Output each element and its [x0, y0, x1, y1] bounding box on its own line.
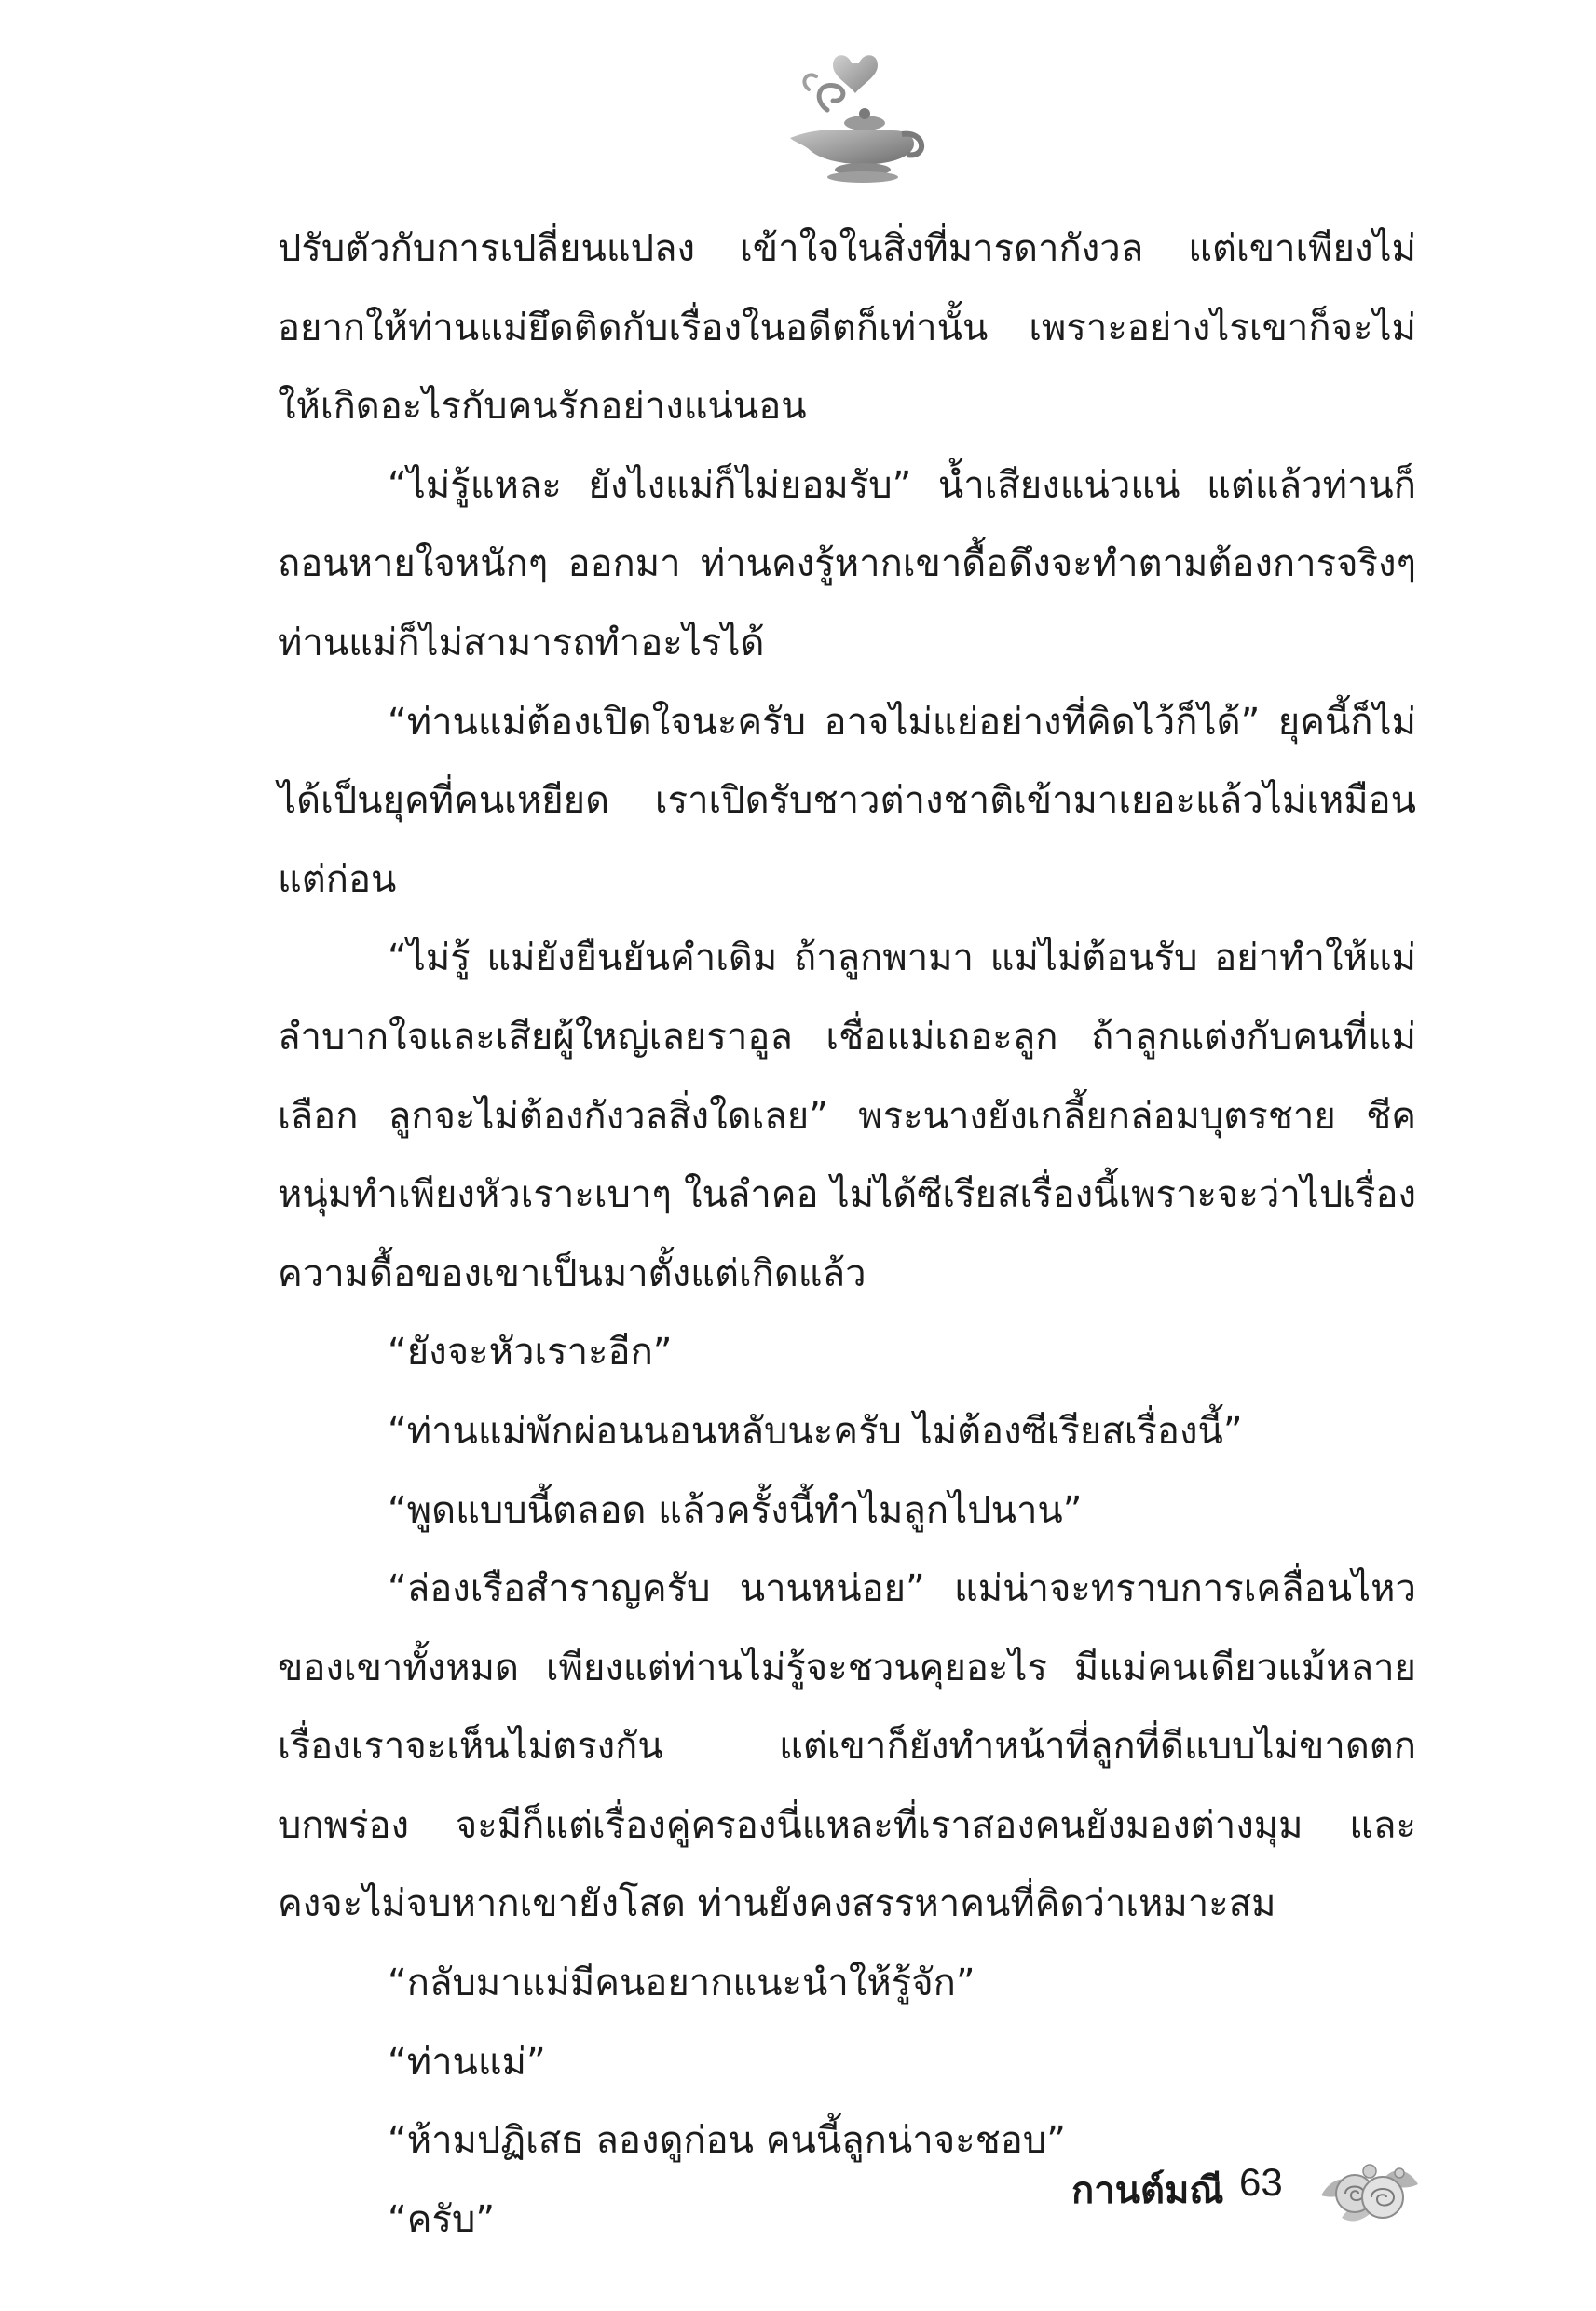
lamp-heart-ornament-icon — [762, 45, 930, 185]
rose-flower-ornament-icon — [1314, 2147, 1425, 2231]
paragraph-4: “ไม่รู้ แม่ยังยืนยันคำเดิม ถ้าลูกพามา แม่ไม่ต้อนรับ อย่าทำให้แม่ลำบากใจและเสียผู้ใหญ่เลยราอูล เชื่อแม่เถอะลูก ถ้าลูกแต่งกับคนที่แม่เลือก ลูกจะไม่ต้องกังวลสิ่งใดเลย” พระนางยังเกลี้ยกล่อมบุตรชาย ชีคหนุ่มทำเพียงหัวเราะเบาๆ ในลำคอ ไม่ได้ซีเรียสเรื่องนี้เพราะจะว่าไปเรื่องความดื้อของเขาเป็นมาตั้งแต่เกิดแล้ว — [278, 937, 1416, 1295]
paragraph-12: “ครับ” — [388, 2197, 496, 2241]
page-footer — [1016, 2143, 1425, 2236]
paragraph-5: “ยังจะหัวเราะอีก” — [388, 1331, 673, 1374]
author-name: กานต์มณี — [1071, 2169, 1224, 2212]
page-number: 63 — [1239, 2160, 1283, 2204]
body-text — [278, 210, 1416, 2259]
paragraph-10: “ท่านแม่” — [388, 2040, 546, 2084]
paragraph-7: “พูดแบบนี้ตลอด แล้วครั้งนี้ทำไมลูกไปนาน” — [388, 1488, 1083, 1532]
paragraph-8: “ล่องเรือสำราญครับ นานหน่อย” แม่น่าจะทราบการเคลื่อนไหวของเขาทั้งหมด เพียงแต่ท่านไม่รู้จะชวนคุยอะไร มีแม่คนเดียวแม้หลายเรื่องเราจะเห็นไม่ตรงกัน แต่เขาก็ยังทำหน้าที่ลูกที่ดีแบบไม่ขาดตกบกพร่อง จะมีก็แต่เรื่องคู่ครองนี่แหละที่เราสองคนยังมองต่างมุม และคงจะไม่จบหากเขายังโสด ท่านยังคงสรรหาคนที่คิดว่าเหมาะสม — [278, 1567, 1416, 1926]
paragraph-1: ปรับตัวกับการเปลี่ยนแปลง เข้าใจในสิ่งที่มารดากังวล แต่เขาเพียงไม่อยากให้ท่านแม่ยึดติดกับเรื่องในอดีตก็เท่านั้น เพราะอย่างไรเขาก็จะไม่ให้เกิดอะไรกับคนรักอย่างแน่นอน — [278, 227, 1416, 429]
paragraph-2: “ไม่รู้แหละ ยังไงแม่ก็ไม่ยอมรับ” น้ำเสียงแน่วแน่ แต่แล้วท่านก็ถอนหายใจหนักๆ ออกมา ท่านคงรู้หากเขาดื้อดึงจะทำตามต้องการจริงๆ ท่านแม่ก็ไม่สามารถทำอะไรได้ — [278, 463, 1416, 664]
paragraph-6: “ท่านแม่พักผ่อนนอนหลับนะครับ ไม่ต้องซีเรียสเรื่องนี้” — [388, 1409, 1243, 1453]
paragraph-3: “ท่านแม่ต้องเปิดใจนะครับ อาจไม่แย่อย่างที่คิดไว้ก็ได้” ยุคนี้ก็ไม่ได้เป็นยุคที่คนเหยียด เราเปิดรับชาวต่างชาติเข้ามาเยอะแล้วไม่เหมือนแต่ก่อน — [278, 700, 1416, 901]
paragraph-9: “กลับมาแม่มีคนอยากแนะนำให้รู้จัก” — [388, 1962, 975, 2005]
paragraph-11: “ห้ามปฏิเสธ ลองดูก่อน คนนี้ลูกน่าจะชอบ” — [388, 2119, 1066, 2163]
